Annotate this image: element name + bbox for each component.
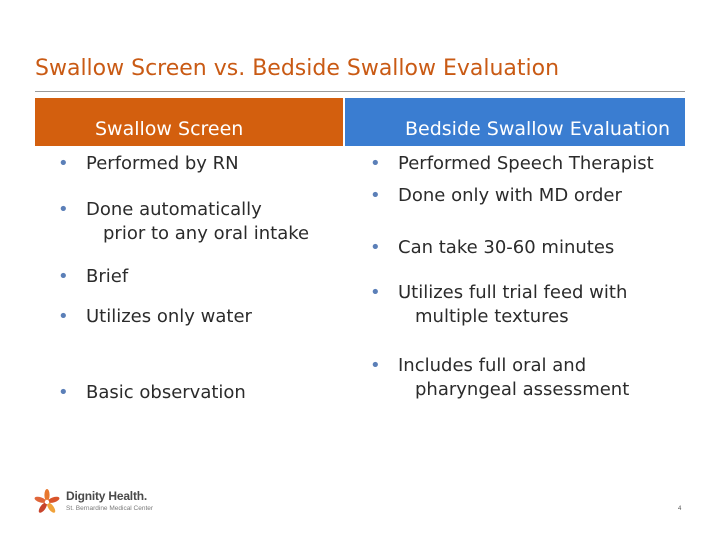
bullet-continuation: multiple textures <box>415 306 569 327</box>
bullet-text: Done automatically <box>86 199 262 220</box>
right-bullet-item <box>370 354 629 402</box>
bullet-text: Done only with MD order <box>398 185 622 206</box>
bullet-continuation: prior to any oral intake <box>103 223 310 244</box>
bullet-text: Utilizes full trial feed with <box>398 282 628 303</box>
right-bullet-item <box>370 281 627 329</box>
bullet-icon: • <box>58 306 69 327</box>
swallow-screen-header-label: Swallow Screen <box>95 118 244 140</box>
logo-subtitle: St. Bernardine Medical Center <box>66 505 154 512</box>
bullet-continuation: pharyngeal assessment <box>415 379 630 400</box>
left-bullet-item <box>58 381 246 405</box>
left-bullet-item <box>58 305 252 329</box>
bullet-icon: • <box>58 153 69 174</box>
right-bullet-item <box>370 236 614 260</box>
dignity-health-logo <box>33 488 173 518</box>
dignity-health-logo-icon <box>33 488 61 516</box>
bullet-text: Includes full oral and <box>398 355 587 376</box>
bullet-text: Can take 30-60 minutes <box>398 237 615 258</box>
bullet-icon: • <box>370 153 381 174</box>
bullet-icon: • <box>58 266 69 287</box>
page-number: 4 <box>678 506 682 512</box>
bullet-text: Performed Speech Therapist <box>398 153 654 174</box>
bullet-text: Basic observation <box>86 382 246 403</box>
bullet-icon: • <box>58 199 69 220</box>
bullet-icon: • <box>370 185 381 206</box>
bullet-icon: • <box>370 237 381 258</box>
logo-name: Dignity Health. <box>66 489 148 503</box>
bullet-text: Utilizes only water <box>86 306 252 327</box>
bedside-evaluation-header-label: Bedside Swallow Evaluation <box>405 118 671 140</box>
left-bullet-item <box>58 152 239 176</box>
bullet-text: Brief <box>86 266 129 287</box>
left-bullet-item <box>58 265 128 289</box>
bullet-icon: • <box>370 282 381 303</box>
right-bullet-item <box>370 152 654 176</box>
right-bullet-item <box>370 184 622 208</box>
bullet-text: Performed by RN <box>86 153 239 174</box>
bullet-icon: • <box>370 355 381 376</box>
bedside-evaluation-header <box>345 98 685 146</box>
title-divider <box>35 91 685 92</box>
left-bullet-item <box>58 198 309 246</box>
bullet-icon: • <box>58 382 69 403</box>
swallow-screen-header <box>35 98 343 146</box>
slide-title: Swallow Screen vs. Bedside Swallow Evaluation <box>35 56 560 81</box>
